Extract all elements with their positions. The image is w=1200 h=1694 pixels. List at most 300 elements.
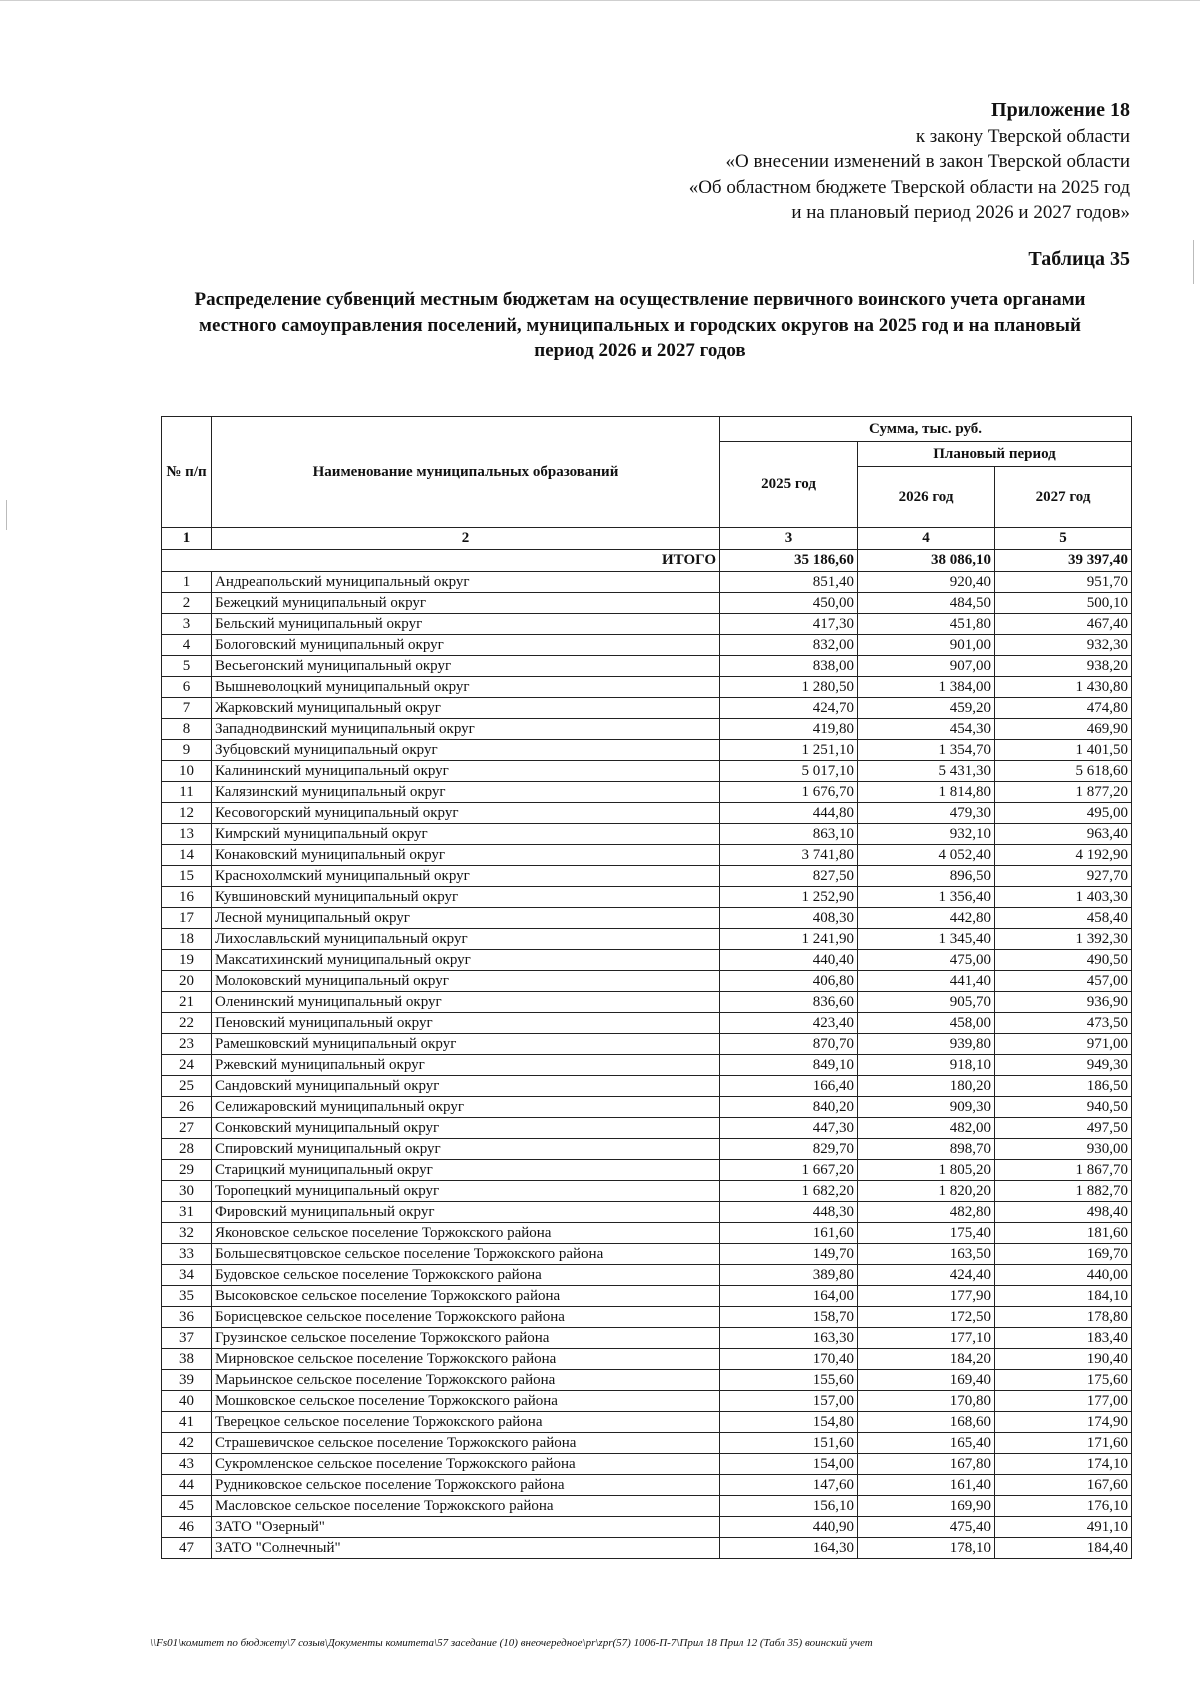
- scan-top-edge: [0, 0, 1200, 1]
- row-2025: 448,30: [720, 1202, 858, 1223]
- row-name: Высоковское сельское поселение Торжокского района: [212, 1286, 720, 1307]
- table-row: [162, 950, 1132, 971]
- row-2027: 932,30: [995, 635, 1132, 656]
- row-2026: 454,30: [858, 719, 995, 740]
- row-name: Сонковский муниципальный округ: [212, 1118, 720, 1139]
- row-2026: 441,40: [858, 971, 995, 992]
- row-number: 28: [162, 1139, 212, 1160]
- row-name: ЗАТО "Озерный": [212, 1517, 720, 1538]
- row-name: Лихославльский муниципальный округ: [212, 929, 720, 950]
- row-2026: 905,70: [858, 992, 995, 1013]
- row-number: 25: [162, 1076, 212, 1097]
- row-2027: 174,10: [995, 1454, 1132, 1475]
- row-name: Масловское сельское поселение Торжокского района: [212, 1496, 720, 1517]
- total-2027: 39 397,40: [995, 550, 1132, 572]
- table-row: [162, 1391, 1132, 1412]
- row-2026: 5 431,30: [858, 761, 995, 782]
- header-2026: 2026 год: [858, 467, 995, 528]
- row-name: Мошковское сельское поселение Торжокского района: [212, 1391, 720, 1412]
- row-name: Марьинское сельское поселение Торжокского района: [212, 1370, 720, 1391]
- row-name: Торопецкий муниципальный округ: [212, 1181, 720, 1202]
- row-2026: 1 820,20: [858, 1181, 995, 1202]
- header-plan-period: Плановый период: [858, 442, 1132, 467]
- row-2026: 169,40: [858, 1370, 995, 1391]
- row-number: 8: [162, 719, 212, 740]
- row-2027: 457,00: [995, 971, 1132, 992]
- table-row: [162, 761, 1132, 782]
- row-name: Страшевичское сельское поселение Торжокского района: [212, 1433, 720, 1454]
- row-number: 17: [162, 908, 212, 929]
- row-2027: 174,90: [995, 1412, 1132, 1433]
- row-name: Оленинский муниципальный округ: [212, 992, 720, 1013]
- row-2027: 167,60: [995, 1475, 1132, 1496]
- row-2027: 184,10: [995, 1286, 1132, 1307]
- table-row: [162, 1286, 1132, 1307]
- row-number: 14: [162, 845, 212, 866]
- table-row: [162, 1181, 1132, 1202]
- row-name: Пеновский муниципальный округ: [212, 1013, 720, 1034]
- appendix-header: [689, 98, 1130, 226]
- row-2026: 475,40: [858, 1517, 995, 1538]
- row-2025: 832,00: [720, 635, 858, 656]
- table-row: [162, 719, 1132, 740]
- row-2027: 4 192,90: [995, 845, 1132, 866]
- appendix-line: к закону Тверской области: [915, 125, 1130, 147]
- row-number: 30: [162, 1181, 212, 1202]
- row-number: 7: [162, 698, 212, 719]
- row-2027: 469,90: [995, 719, 1132, 740]
- row-number: 13: [162, 824, 212, 845]
- row-number: 47: [162, 1538, 212, 1559]
- row-2026: 1 814,80: [858, 782, 995, 803]
- row-2027: 498,40: [995, 1202, 1132, 1223]
- row-2027: 184,40: [995, 1538, 1132, 1559]
- row-number: 1: [162, 572, 212, 593]
- row-name: Конаковский муниципальный округ: [212, 845, 720, 866]
- header-2027: 2027 год: [995, 467, 1132, 528]
- row-2026: 458,00: [858, 1013, 995, 1034]
- row-2025: 163,30: [720, 1328, 858, 1349]
- row-2026: 165,40: [858, 1433, 995, 1454]
- appendix-line: и на плановый период 2026 и 2027 годов»: [791, 202, 1130, 223]
- table-row: [162, 1538, 1132, 1559]
- row-2025: 417,30: [720, 614, 858, 635]
- row-2025: 1 676,70: [720, 782, 858, 803]
- row-name: Андреапольский муниципальный округ: [212, 572, 720, 593]
- row-number: 46: [162, 1517, 212, 1538]
- row-2025: 1 252,90: [720, 887, 858, 908]
- row-2025: 154,00: [720, 1454, 858, 1475]
- row-number: 41: [162, 1412, 212, 1433]
- row-name: Будовское сельское поселение Торжокского района: [212, 1265, 720, 1286]
- table-row: [162, 1160, 1132, 1181]
- row-2026: 178,10: [858, 1538, 995, 1559]
- row-2027: 971,00: [995, 1034, 1132, 1055]
- row-name: Яконовское сельское поселение Торжокского района: [212, 1223, 720, 1244]
- row-2025: 5 017,10: [720, 761, 858, 782]
- column-number-row: [162, 528, 1132, 550]
- row-number: 21: [162, 992, 212, 1013]
- row-name: Максатихинский муниципальный округ: [212, 950, 720, 971]
- row-2026: 484,50: [858, 593, 995, 614]
- row-number: 3: [162, 614, 212, 635]
- row-2025: 166,40: [720, 1076, 858, 1097]
- table-row: [162, 1412, 1132, 1433]
- row-number: 26: [162, 1097, 212, 1118]
- row-2027: 963,40: [995, 824, 1132, 845]
- row-2025: 424,70: [720, 698, 858, 719]
- row-2027: 938,20: [995, 656, 1132, 677]
- row-2026: 424,40: [858, 1265, 995, 1286]
- row-number: 16: [162, 887, 212, 908]
- row-name: Калининский муниципальный округ: [212, 761, 720, 782]
- table-row: [162, 614, 1132, 635]
- row-2026: 170,80: [858, 1391, 995, 1412]
- table-row: [162, 572, 1132, 593]
- header-sum: Сумма, тыс. руб.: [720, 417, 1132, 442]
- row-2027: 176,10: [995, 1496, 1132, 1517]
- table-row: [162, 1349, 1132, 1370]
- row-2026: 479,30: [858, 803, 995, 824]
- table-row: [162, 1496, 1132, 1517]
- row-number: 9: [162, 740, 212, 761]
- row-2025: 154,80: [720, 1412, 858, 1433]
- row-2026: 180,20: [858, 1076, 995, 1097]
- row-2026: 167,80: [858, 1454, 995, 1475]
- row-name: Рудниковское сельское поселение Торжокского района: [212, 1475, 720, 1496]
- table-row: [162, 992, 1132, 1013]
- row-2025: 870,70: [720, 1034, 858, 1055]
- row-2027: 490,50: [995, 950, 1132, 971]
- row-2026: 932,10: [858, 824, 995, 845]
- row-2025: 158,70: [720, 1307, 858, 1328]
- row-2025: 161,60: [720, 1223, 858, 1244]
- row-number: 11: [162, 782, 212, 803]
- table-row: [162, 1265, 1132, 1286]
- table-row: [162, 1475, 1132, 1496]
- total-2026: 38 086,10: [858, 550, 995, 572]
- row-name: Рамешковский муниципальный округ: [212, 1034, 720, 1055]
- row-name: Бологовский муниципальный округ: [212, 635, 720, 656]
- row-2025: 389,80: [720, 1265, 858, 1286]
- subvention-table: [161, 416, 1132, 1559]
- row-name: Бельский муниципальный округ: [212, 614, 720, 635]
- row-2025: 1 682,20: [720, 1181, 858, 1202]
- row-2025: 849,10: [720, 1055, 858, 1076]
- table-row: [162, 1244, 1132, 1265]
- row-2026: 168,60: [858, 1412, 995, 1433]
- row-2025: 1 241,90: [720, 929, 858, 950]
- row-number: 36: [162, 1307, 212, 1328]
- row-2026: 482,80: [858, 1202, 995, 1223]
- row-2026: 177,10: [858, 1328, 995, 1349]
- table-row: [162, 908, 1132, 929]
- row-number: 23: [162, 1034, 212, 1055]
- row-2027: 1 392,30: [995, 929, 1132, 950]
- row-2026: 161,40: [858, 1475, 995, 1496]
- appendix-title: Приложение 18: [991, 99, 1130, 121]
- row-2027: 183,40: [995, 1328, 1132, 1349]
- row-2025: 836,60: [720, 992, 858, 1013]
- row-2027: 467,40: [995, 614, 1132, 635]
- row-2025: 164,30: [720, 1538, 858, 1559]
- row-number: 33: [162, 1244, 212, 1265]
- row-2025: 151,60: [720, 1433, 858, 1454]
- table-row: [162, 1139, 1132, 1160]
- row-2026: 442,80: [858, 908, 995, 929]
- document-title-line: местного самоуправления поселений, муниципальных и городских округов на 2025 год и на плановый: [199, 314, 1081, 336]
- row-2025: 156,10: [720, 1496, 858, 1517]
- row-2026: 163,50: [858, 1244, 995, 1265]
- appendix-line: «Об областном бюджете Тверской области на 2025 год: [688, 176, 1130, 198]
- row-name: Сандовский муниципальный округ: [212, 1076, 720, 1097]
- row-2026: 451,80: [858, 614, 995, 635]
- row-number: 12: [162, 803, 212, 824]
- row-2027: 474,80: [995, 698, 1132, 719]
- row-2027: 178,80: [995, 1307, 1132, 1328]
- row-2027: 169,70: [995, 1244, 1132, 1265]
- row-name: Весьегонский муниципальный округ: [212, 656, 720, 677]
- column-number: 2: [212, 528, 720, 550]
- row-number: 34: [162, 1265, 212, 1286]
- row-name: ЗАТО "Солнечный": [212, 1538, 720, 1559]
- row-2025: 838,00: [720, 656, 858, 677]
- row-number: 39: [162, 1370, 212, 1391]
- row-2025: 1 667,20: [720, 1160, 858, 1181]
- row-2027: 5 618,60: [995, 761, 1132, 782]
- row-name: Тверецкое сельское поселение Торжокского района: [212, 1412, 720, 1433]
- row-number: 35: [162, 1286, 212, 1307]
- table-row: [162, 971, 1132, 992]
- row-name: Мирновское сельское поселение Торжокского района: [212, 1349, 720, 1370]
- row-2027: 936,90: [995, 992, 1132, 1013]
- header-2025: 2025 год: [720, 442, 858, 528]
- row-2026: 175,40: [858, 1223, 995, 1244]
- table-label: Таблица 35: [1028, 248, 1130, 270]
- row-2025: 450,00: [720, 593, 858, 614]
- total-2025: 35 186,60: [720, 550, 858, 572]
- row-2025: 840,20: [720, 1097, 858, 1118]
- table-row: [162, 1328, 1132, 1349]
- table-row: [162, 677, 1132, 698]
- row-name: Бежецкий муниципальный округ: [212, 593, 720, 614]
- row-name: Грузинское сельское поселение Торжокского района: [212, 1328, 720, 1349]
- row-name: Фировский муниципальный округ: [212, 1202, 720, 1223]
- row-name: Кимрский муниципальный округ: [212, 824, 720, 845]
- row-number: 4: [162, 635, 212, 656]
- row-2026: 1 805,20: [858, 1160, 995, 1181]
- row-2027: 1 877,20: [995, 782, 1132, 803]
- row-number: 6: [162, 677, 212, 698]
- table-row: [162, 1034, 1132, 1055]
- row-2026: 172,50: [858, 1307, 995, 1328]
- row-name: Молоковский муниципальный округ: [212, 971, 720, 992]
- row-2025: 164,00: [720, 1286, 858, 1307]
- table-row: [162, 1013, 1132, 1034]
- table-row: [162, 782, 1132, 803]
- row-2025: 440,40: [720, 950, 858, 971]
- table-row: [162, 1097, 1132, 1118]
- row-number: 42: [162, 1433, 212, 1454]
- row-number: 43: [162, 1454, 212, 1475]
- table-row: [162, 1076, 1132, 1097]
- row-name: Сукромленское сельское поселение Торжокского района: [212, 1454, 720, 1475]
- row-2026: 184,20: [858, 1349, 995, 1370]
- column-number: 1: [162, 528, 212, 550]
- row-2025: 827,50: [720, 866, 858, 887]
- row-number: 19: [162, 950, 212, 971]
- row-2025: 1 251,10: [720, 740, 858, 761]
- row-2027: 473,50: [995, 1013, 1132, 1034]
- row-2027: 190,40: [995, 1349, 1132, 1370]
- row-2025: 147,60: [720, 1475, 858, 1496]
- row-number: 37: [162, 1328, 212, 1349]
- column-number: 5: [995, 528, 1132, 550]
- row-2025: 829,70: [720, 1139, 858, 1160]
- row-number: 2: [162, 593, 212, 614]
- row-name: Кесовогорский муниципальный округ: [212, 803, 720, 824]
- row-2026: 482,00: [858, 1118, 995, 1139]
- row-2027: 949,30: [995, 1055, 1132, 1076]
- row-number: 5: [162, 656, 212, 677]
- row-2025: 170,40: [720, 1349, 858, 1370]
- row-number: 32: [162, 1223, 212, 1244]
- row-number: 22: [162, 1013, 212, 1034]
- scan-edge-mark: [1193, 240, 1194, 284]
- row-2027: 175,60: [995, 1370, 1132, 1391]
- row-name: Ржевский муниципальный округ: [212, 1055, 720, 1076]
- table-row: [162, 1202, 1132, 1223]
- row-2026: 939,80: [858, 1034, 995, 1055]
- table-row: [162, 803, 1132, 824]
- table-row: [162, 1307, 1132, 1328]
- row-2026: 1 384,00: [858, 677, 995, 698]
- row-2025: 149,70: [720, 1244, 858, 1265]
- row-2027: 181,60: [995, 1223, 1132, 1244]
- row-name: Калязинский муниципальный округ: [212, 782, 720, 803]
- total-label: ИТОГО: [162, 550, 720, 572]
- table-row: [162, 1223, 1132, 1244]
- table-row: [162, 845, 1132, 866]
- table-row: [162, 1517, 1132, 1538]
- row-2027: 951,70: [995, 572, 1132, 593]
- row-2027: 177,00: [995, 1391, 1132, 1412]
- row-2027: 458,40: [995, 908, 1132, 929]
- row-2027: 491,10: [995, 1517, 1132, 1538]
- row-2025: 1 280,50: [720, 677, 858, 698]
- row-number: 18: [162, 929, 212, 950]
- row-2026: 898,70: [858, 1139, 995, 1160]
- row-2027: 495,00: [995, 803, 1132, 824]
- table-row: [162, 593, 1132, 614]
- row-2026: 177,90: [858, 1286, 995, 1307]
- row-number: 15: [162, 866, 212, 887]
- document-title-line: период 2026 и 2027 годов: [534, 340, 746, 361]
- table-row: [162, 1055, 1132, 1076]
- table-row: [162, 1118, 1132, 1139]
- table-row: [162, 635, 1132, 656]
- row-2027: 927,70: [995, 866, 1132, 887]
- row-2026: 896,50: [858, 866, 995, 887]
- row-2026: 920,40: [858, 572, 995, 593]
- table-body: [162, 572, 1132, 1559]
- column-number: 3: [720, 528, 858, 550]
- row-2027: 440,00: [995, 1265, 1132, 1286]
- row-2025: 157,00: [720, 1391, 858, 1412]
- row-2026: 901,00: [858, 635, 995, 656]
- table-row: [162, 1433, 1132, 1454]
- row-2025: 447,30: [720, 1118, 858, 1139]
- row-2026: 169,90: [858, 1496, 995, 1517]
- row-2025: 155,60: [720, 1370, 858, 1391]
- row-2025: 863,10: [720, 824, 858, 845]
- scan-edge-mark: [6, 500, 7, 530]
- row-2025: 440,90: [720, 1517, 858, 1538]
- row-2026: 1 354,70: [858, 740, 995, 761]
- row-2025: 3 741,80: [720, 845, 858, 866]
- table-row: [162, 824, 1132, 845]
- row-2026: 918,10: [858, 1055, 995, 1076]
- row-name: Большесвятцовское сельское поселение Торжокского района: [212, 1244, 720, 1265]
- row-number: 29: [162, 1160, 212, 1181]
- row-2027: 500,10: [995, 593, 1132, 614]
- row-name: Вышневолоцкий муниципальный округ: [212, 677, 720, 698]
- row-name: Борисцевское сельское поселение Торжокского района: [212, 1307, 720, 1328]
- column-number: 4: [858, 528, 995, 550]
- table-row: [162, 866, 1132, 887]
- table-row: [162, 929, 1132, 950]
- row-2027: 1 430,80: [995, 677, 1132, 698]
- row-number: 38: [162, 1349, 212, 1370]
- row-2027: 1 882,70: [995, 1181, 1132, 1202]
- appendix-line: «О внесении изменений в закон Тверской области: [725, 151, 1130, 172]
- row-2027: 497,50: [995, 1118, 1132, 1139]
- row-name: Спировский муниципальный округ: [212, 1139, 720, 1160]
- row-number: 40: [162, 1391, 212, 1412]
- row-2026: 459,20: [858, 698, 995, 719]
- table-row: [162, 1454, 1132, 1475]
- table-row: [162, 698, 1132, 719]
- row-number: 45: [162, 1496, 212, 1517]
- row-name: Зубцовский муниципальный округ: [212, 740, 720, 761]
- row-name: Жарковский муниципальный округ: [212, 698, 720, 719]
- footer-file-path: \\Fs01\комитет по бюджету\7 созыв\Документы комитета\57 заседание (10) внеочередное\pr\zpr(57) 1006-П-7\Прил 18 Прил 12 (Табл 35) воинский учет: [150, 1637, 873, 1649]
- document-title-line: Распределение субвенций местным бюджетам на осуществление первичного воинского учета органами: [194, 289, 1086, 310]
- row-2026: 4 052,40: [858, 845, 995, 866]
- row-2027: 930,00: [995, 1139, 1132, 1160]
- row-2025: 851,40: [720, 572, 858, 593]
- row-number: 27: [162, 1118, 212, 1139]
- row-2027: 1 401,50: [995, 740, 1132, 761]
- row-name: Кувшиновский муниципальный округ: [212, 887, 720, 908]
- row-number: 44: [162, 1475, 212, 1496]
- row-2027: 171,60: [995, 1433, 1132, 1454]
- row-2025: 406,80: [720, 971, 858, 992]
- row-number: 10: [162, 761, 212, 782]
- row-2025: 408,30: [720, 908, 858, 929]
- row-name: Лесной муниципальный округ: [212, 908, 720, 929]
- row-name: Старицкий муниципальный округ: [212, 1160, 720, 1181]
- row-2027: 1 403,30: [995, 887, 1132, 908]
- table-row: [162, 740, 1132, 761]
- row-2026: 475,00: [858, 950, 995, 971]
- row-2026: 1 345,40: [858, 929, 995, 950]
- row-name: Западнодвинский муниципальный округ: [212, 719, 720, 740]
- row-2026: 1 356,40: [858, 887, 995, 908]
- row-2026: 907,00: [858, 656, 995, 677]
- row-2027: 186,50: [995, 1076, 1132, 1097]
- header-number: № п/п: [162, 417, 212, 528]
